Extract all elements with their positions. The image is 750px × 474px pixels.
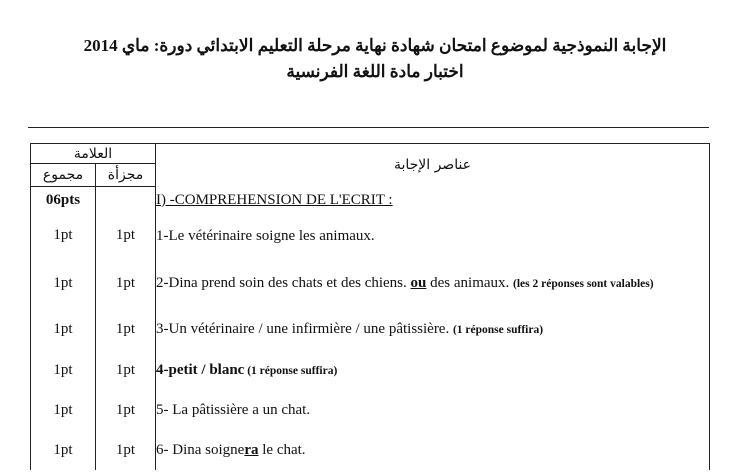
answer-note: (les 2 réponses sont valables) <box>513 277 654 290</box>
row-total: 1pt <box>31 430 96 470</box>
document-subtitle: اختبار مادة اللغة الفرنسية <box>286 62 464 81</box>
empty-cell <box>96 187 156 214</box>
answer-part: 4-petit / blanc <box>156 361 245 378</box>
row-total: 1pt <box>31 258 96 308</box>
answer-part: 6- Dina soigne <box>156 442 245 458</box>
row-answer: 5- La pâtissière a un chat. <box>156 390 710 430</box>
row-total: 1pt <box>31 390 96 430</box>
row-total: 1pt <box>31 308 96 350</box>
answer-note: (1 réponse suffira) <box>452 323 544 336</box>
partial-header: مجزأة <box>96 164 156 187</box>
answer-key-table <box>30 143 710 470</box>
table-row <box>31 350 710 390</box>
section-title <box>156 187 710 214</box>
row-partial: 1pt <box>96 350 156 390</box>
table-row <box>31 258 710 308</box>
divider-line <box>28 127 709 128</box>
row-partial: 1pt <box>96 430 156 470</box>
table-row <box>31 213 710 258</box>
section-total: 06pts <box>31 187 96 214</box>
answer-note: (1 réponse suffira) <box>244 364 338 377</box>
document-title: الإجابة النموذجية لموضوع امتحان شهادة نهاية مرحلة التعليم الابتدائي دورة: ماي 2014 <box>83 36 667 55</box>
table-row <box>31 430 710 470</box>
row-answer <box>156 258 710 308</box>
row-partial: 1pt <box>96 213 156 258</box>
answer-underlined: ou <box>410 274 427 291</box>
row-partial: 1pt <box>96 390 156 430</box>
row-answer: 1-Le vétérinaire soigne les animaux. <box>156 213 710 258</box>
mark-header: العلامة <box>31 144 156 164</box>
section-number: I <box>156 191 161 208</box>
table-row <box>31 187 710 214</box>
answer-underlined: ra <box>244 442 259 458</box>
row-total: 1pt <box>31 350 96 390</box>
row-answer <box>156 350 710 390</box>
table-row <box>31 390 710 430</box>
row-partial: 1pt <box>96 308 156 350</box>
section-heading: ) -COMPREHENSION DE L'ECRIT : <box>161 191 393 208</box>
row-total: 1pt <box>31 213 96 258</box>
row-answer <box>156 308 710 350</box>
table-row <box>31 308 710 350</box>
row-answer <box>156 430 710 470</box>
answer-part: des animaux. <box>426 274 514 291</box>
row-partial: 1pt <box>96 258 156 308</box>
answer-part: le chat. <box>258 442 306 458</box>
elements-header: عناصر الإجابة <box>156 144 710 187</box>
answer-part: 3-Un vétérinaire / une infirmière / une pâtissière. <box>156 320 453 337</box>
total-header: مجموع <box>31 164 96 187</box>
answer-part: 2-Dina prend soin des chats et des chiens. <box>156 274 411 291</box>
